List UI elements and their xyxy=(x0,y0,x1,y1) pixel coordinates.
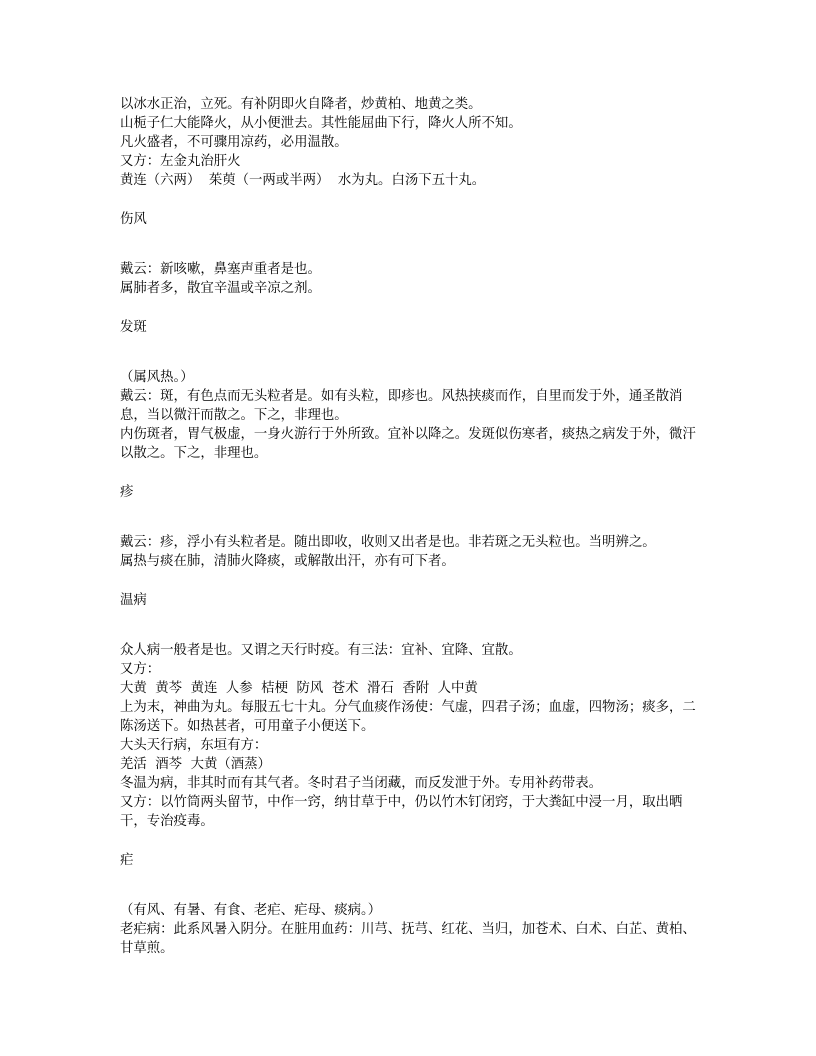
section-heading: 疹 xyxy=(120,485,134,500)
paragraph: 又方： xyxy=(120,662,161,677)
paragraph: 内伤斑者，胃气极虚，一身火游行于外所致。宜补以降之。发斑似伤寒者，痰热之病发于外，微汗以散之。下之，非理也。 xyxy=(120,427,696,461)
paragraph: 山栀子仁大能降火，从小便泄去。其性能屈曲下行，降火人所不知。 xyxy=(120,116,522,131)
section-heading: 温病 xyxy=(120,593,147,608)
paragraph: 又方：左金丸治肝火 xyxy=(120,154,241,169)
intro-block xyxy=(120,95,702,190)
paragraph: 大头天行病，东垣有方： xyxy=(120,738,268,753)
paragraph: 老疟病：此系风暑入阴分。在脏用血药：川芎、抚芎、红花、当归，加苍术、白术、白芷、黄柏、甘草煎。 xyxy=(120,922,696,956)
document-page xyxy=(120,95,702,958)
paragraph: 上为末，神曲为丸。每服五七十丸。分气血痰作汤使：气虚，四君子汤；血虚，四物汤；痰多，二陈汤送下。如热甚者，可用童子小便送下。 xyxy=(120,700,696,734)
section-zhen xyxy=(120,483,702,571)
paragraph: （属风热。） xyxy=(120,370,194,385)
paragraph: 以冰水正治，立死。有补阴即火自降者，炒黄柏、地黄之类。 xyxy=(120,97,482,112)
paragraph: 戴云：斑，有色点而无头粒者是。如有头粒，即疹也。风热挟痰而作，自里而发于外，通圣散消息，当以微汗而散之。下之，非理也。 xyxy=(120,389,683,423)
paragraph: 又方：以竹筒两头留节，中作一窍，纳甘草于中，仍以竹木钉闭窍，于大粪缸中浸一月，取出晒干，专治疫毒。 xyxy=(120,795,683,829)
section-faban xyxy=(120,318,702,463)
section-heading: 疟 xyxy=(120,853,134,868)
paragraph: 属热与痰在肺，清肺火降痰，或解散出汗，亦有可下者。 xyxy=(120,554,455,569)
paragraph: 戴云：疹，浮小有头粒者是。随出即收，收则又出者是也。非若斑之无头粒也。当明辨之。 xyxy=(120,535,656,550)
paragraph: 羌活 酒芩 大黄（酒蒸） xyxy=(120,757,271,772)
section-nue xyxy=(120,851,702,958)
section-shangfeng xyxy=(120,210,702,298)
paragraph: 凡火盛者，不可骤用凉药，必用温散。 xyxy=(120,135,348,150)
paragraph: 属肺者多，散宜辛温或辛凉之剂。 xyxy=(120,281,321,296)
section-heading: 发斑 xyxy=(120,320,147,335)
paragraph: 戴云：新咳嗽，鼻塞声重者是也。 xyxy=(120,262,321,277)
section-heading: 伤风 xyxy=(120,212,147,227)
paragraph: 大黄 黄芩 黄连 人参 桔梗 防风 苍术 滑石 香附 人中黄 xyxy=(120,681,478,696)
paragraph: 众人病一般者是也。又谓之天行时疫。有三法：宜补、宜降、宜散。 xyxy=(120,643,522,658)
paragraph: 黄连（六两） 茱萸（一两或半两） 水为丸。白汤下五十丸。 xyxy=(120,173,486,188)
paragraph: （有风、有暑、有食、老疟、疟母、痰病。） xyxy=(120,903,382,918)
paragraph: 冬温为病，非其时而有其气者。冬时君子当闭藏，而反发泄于外。专用补药带表。 xyxy=(120,776,603,791)
section-wenbing xyxy=(120,591,702,831)
